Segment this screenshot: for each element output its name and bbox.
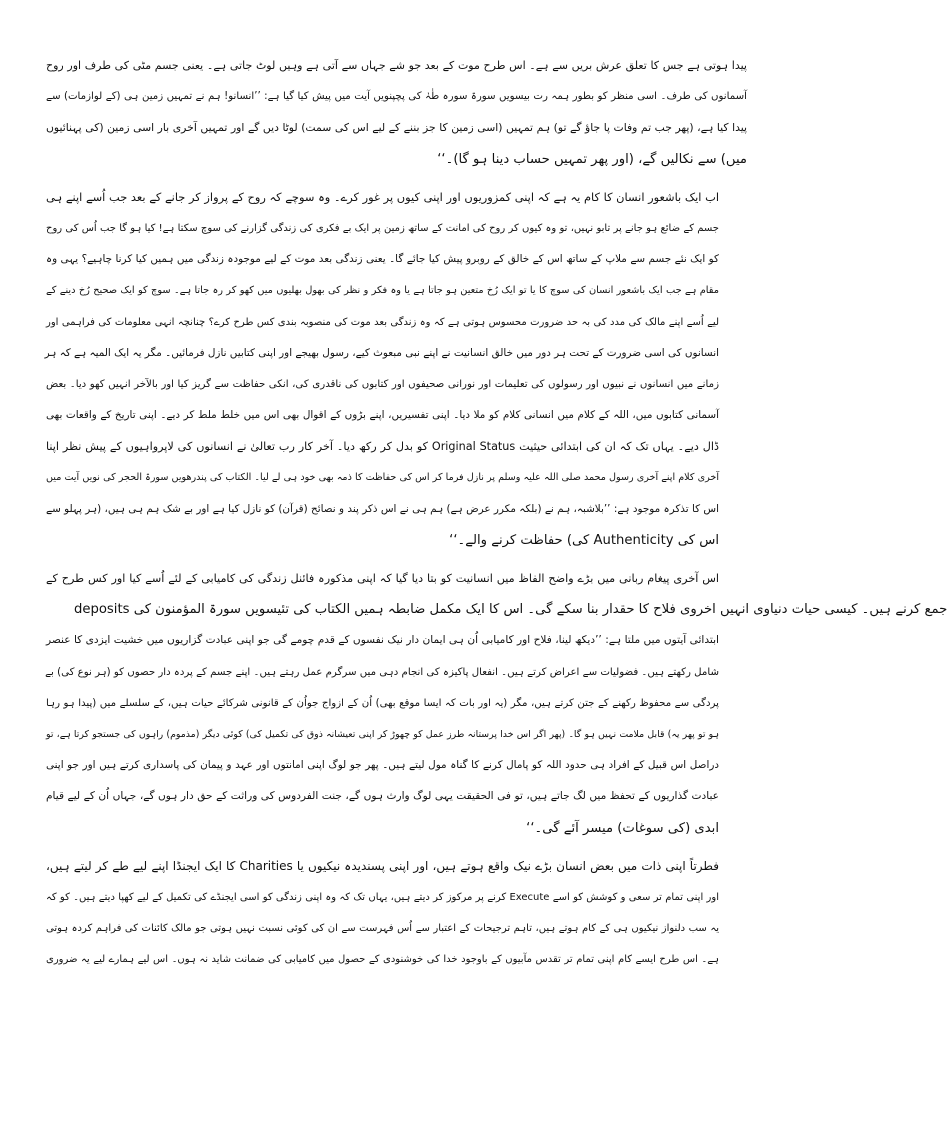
text-line: مقام ہے جب ایک باشعور انسان کی سوچ کا یا تو ایک رُخ متعین ہو جاتا ہے یا وہ فکر و نظر کی بھول بھلیوں میں کھو کر رہ جاتا ہے۔ سوچ کو ایک صحیح رُخ دینے کے [46,285,719,297]
text-line: میں) سے نکالیں گے، (اور پھر تمہیں حساب دینا ہو گا)۔‘‘ [437,151,747,167]
text-line: اس کا تذکرہ موجود ہے: ’’بلاشبہ، ہم نے (بلکہ مکرر عرض ہے) ہم ہی نے اس ذکر پند و نصائح (قرآن) کو نازل کیا ہے اور بے شک ہم ہی ہیں، (ہر پہلو سے [46,502,719,515]
text-line: جسم کے ضائع ہو جانے پر تابو نہیں، تو وہ کیوں کر روح کی امانت کے ساتھ زمین پر ایک بے فکری کی زندگی گزارنے کی سوچ سکتا ہے! کیا ہو گا جب اُس کی روح [46,222,719,234]
paragraph-3 [45,563,947,844]
text-line: اب ایک باشعور انسان کا کام یہ ہے کہ اپنی کمزوریوں اور اپنی کیوں پر غور کرے۔ وہ سوچے کہ روح کے پرواز کر جانے کے بعد جب اُسے اپنے ہی [46,189,719,204]
text-line: ابتدائی آیتوں میں ملتا ہے: ’’دیکھ لینا، فلاح اور کامیابی اُن ہی ایمان دار نیک نفسوں کے قدم چومے گی جو اپنی عبادت گزاریوں میں خشیت ایزدی کا عنصر [46,634,719,647]
text-line: deposits جمع کرنے ہیں۔ کیسی حیات دنیاوی انہیں اخروی فلاح کا حقدار بنا سکے گی۔ اس کا ایک مکمل ضابطہ ہمیں الکتاب کی تئیسویں سورۃ المؤمنون کی [74,602,947,618]
text-line: ہو تو پھر یہ) قابل ملامت نہیں ہو گا۔ (پھر اگر اس خدا پرستانہ طرز عمل کو چھوڑ کر اپنی تعیشانہ ذوق کی تکمیل کی) کوئی دیگر (مذموم) راہوں کی جستجو کرتا ہے، تو [46,728,719,740]
paragraph-1 [46,50,747,175]
text-line: شامل رکھتے ہیں۔ فضولیات سے اعراض کرتے ہیں۔ انفعال پاکیزہ کی انجام دہی میں سرگرم عمل رہتے ہیں۔ اپنے جسم کے پردہ دار حصوں کو (ہر نوع کی) بے [45,666,719,678]
text-line: انسانوں کی اسی ضرورت کے تحت ہر دور میں خالق انسانیت نے اپنے نبی مبعوث کیے، رسول بھیجے اور اپنی کتابیں نازل فرمائیں۔ مگر یہ ایک المیہ ہے کہ ہر [44,346,719,359]
text-line: کو ایک نئے جسم سے ملاپ کے ساتھ اس کے خالق کے روبرو پیش کیا جائے گا۔ یعنی زندگی بعد موت کے لیے موجودہ زندگی میں ہمیں کیا کرنا چاہیے؟ یہی وہ [46,253,719,266]
text-line: آخری کلام اپنے آخری رسول محمد صلی اللہ علیہ وسلم پر نازل فرما کر اس کی حفاظت کا ذمہ بھی خود ہی لے لیا۔ الکتاب کی پندرھویں سورۃ الحجر کی نویں آیت میں [46,472,719,484]
text-line: دراصل اس قبیل کے افراد ہی حدود اللہ کو پامال کرنے کا گناہ مول لیتے ہیں۔ پھر جو لوگ اپنی امانتوں اور عہد و پیمان کی پاسداری کرتے ہیں اور جو اپنی [46,759,719,772]
text-line: اس کی Authenticity کی) حفاظت کرنے والے۔‘‘ [449,532,719,548]
text-line: ابدی (کی سوغات) میسر آئے گی۔‘‘ [526,820,719,836]
text-line: لیے اُسے اپنے مالک کی مدد کی بہ حد ضرورت محسوس ہوتی ہے کہ وہ زندگی بعد موت کی منصوبہ بندی کس طرح کرے؟ چنانچہ انہی معلومات کی فراہمی اور [46,316,719,328]
text-line: زمانے میں انسانوں نے نبیوں اور رسولوں کی تعلیمات اور نورانی صحیفوں اور کتابوں کی ناقدری کی، انکی حفاظت سے گریز کیا اور بالآخر انہیں کھو دیا۔ بعض [46,378,719,390]
text-line: آسمانی کتابوں میں، اللہ کے کلام میں انسانی کلام کو ملا دیا۔ اپنی تفسیریں، اپنے بڑوں کے اقوال بھی اس میں خلط ملط کر دیے۔ اپنی تاریخ کے واقعات بھی [46,409,719,422]
text-line: ڈال دیے۔ یہاں تک کہ ان کی ابتدائی حیثیت Original Status کو بدل کر رکھ دیا۔ آخر کار رب تعالیٰ نے انسانوں کی لاپرواہیوں کے پیش نظر اپنا [46,440,720,454]
text-line: پیدا کیا ہے، (پھر جب تم وفات پا جاؤ گے تو) ہم تمہیں (اسی زمین کا جز بننے کے لیے اس کی سمت) لوٹا دیں گے اور تمہیں آخری بار اسی زمین (کی پہنائیوں [46,121,747,135]
text-line: آسمانوں کی طرف۔ اسی منظر کو بطور ہمہ رت بیسویں سورۃ سورہ طٰہٰ کی پچپنویں آیت میں پیش کیا گیا ہے: ’’انسانو! ہم نے تمہیں زمین ہی (کے لوازمات) سے [46,91,747,103]
text-line: یہ سب دلنواز نیکیوں ہی کے کام ہوتے ہیں، تاہم ترجیحات کے اعتبار سے اُس فہرست سے ان کی کوئی نسبت نہیں ہوتی جو مالک کائنات کی فراہم کردہ ہوتی [46,923,719,935]
text-line: ہے۔ اس طرح ایسے کام اپنی تمام تر تقدس مآبیوں کے باوجود خدا کی خوشنودی کے حصول میں کامیابی کی ضمانت شاید نہ ہوں۔ اس لیے ہمارے لیے یہ ضروری [46,954,719,966]
text-line: فطرتاً اپنی ذات میں بعض انسان بڑے نیک واقع ہوتے ہیں، اور اپنی پسندیدہ نیکیوں یا Charities کا ایک ایجنڈا اپنے لیے طے کر لیتے ہیں، [46,858,719,873]
paragraph-4 [46,851,747,976]
text-line: عبادت گذاریوں کے تحفظ میں لگ جاتے ہیں، تو فی الحقیقت یہی لوگ وارث ہوں گے، جنت الفردوس کی وراثت کے حق دار ہوں گے، جہاں اُن کے لیے قیام [46,790,719,803]
text-line: پیدا ہوتی ہے جس کا تعلق عرش بریں سے ہے۔ اس طرح موت کے بعد جو شے جہاں سے آتی ہے وہیں لوٹ جاتی ہے۔ یعنی جسم مٹی کی طرف اور روح [46,59,747,72]
text-line: اس آخری پیغام ربانی میں بڑے واضح الفاظ میں انسانیت کو بتا دیا گیا کہ اپنی مذکورہ فائنل زندگی کی کامیابی کے لئے اُسے کیا اور کس طرح کے [46,572,719,585]
paragraph-2 [46,182,747,556]
text-line: اور اپنی تمام تر سعی و کوشش کو اسے Execute کرنے پر مرکوز کر دیتے ہیں، یہاں تک کہ وہ اپنی زندگی کو اسی ایجنڈے کی تکمیل کے لیے کھپا دیتے ہیں۔ کو کہ [46,891,719,903]
text-line: پردگی سے محفوظ رکھنے کے جتن کرتے ہیں، مگر (یہ اور بات کہ ایسا موقع بھی) اُن کے ازواج جواُن کے قانونی شرکائے حیات ہیں، کے سلسلے میں (پیدا ہو رہا [46,697,719,709]
